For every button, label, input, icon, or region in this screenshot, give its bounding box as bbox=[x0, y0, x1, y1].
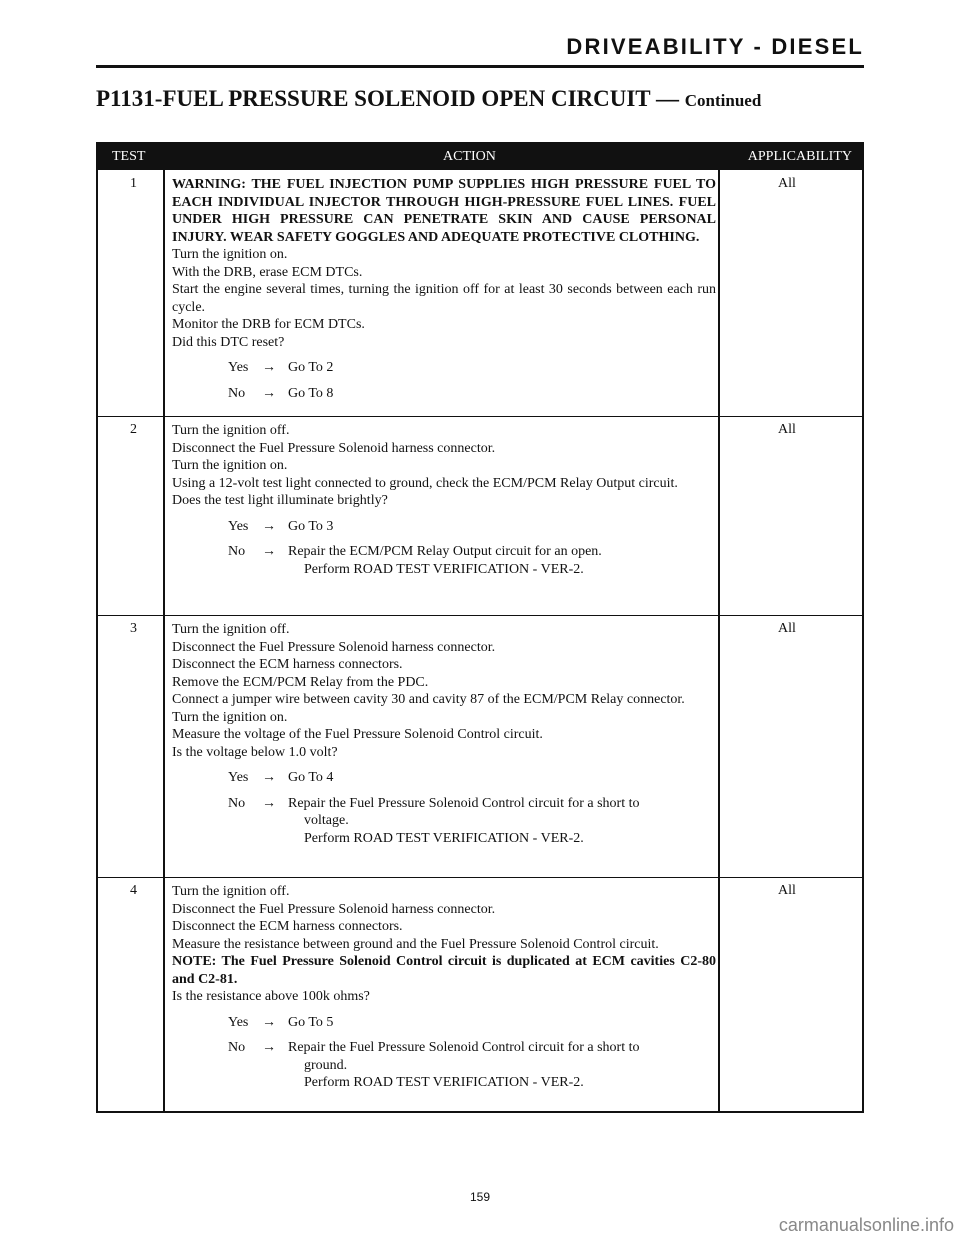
table-row-test-4 bbox=[98, 877, 862, 1113]
page-title-text: P1131-FUEL PRESSURE SOLENOID OPEN CIRCUIT — bbox=[96, 86, 679, 111]
no-label: No bbox=[228, 385, 246, 401]
step: Disconnect the Fuel Pressure Solenoid harness connector. bbox=[172, 440, 496, 456]
continued-label: Continued bbox=[684, 91, 762, 110]
no-option bbox=[172, 795, 716, 848]
no-label: No bbox=[228, 795, 246, 811]
yes-option bbox=[172, 1014, 716, 1032]
action-cell bbox=[172, 883, 716, 1092]
yes-option bbox=[172, 518, 716, 536]
no-result bbox=[288, 543, 716, 578]
step: Using a 12-volt test light connected to ground, check the ECM/PCM Relay Output circuit. bbox=[172, 475, 678, 491]
yes-result: Go To 5 bbox=[288, 1014, 334, 1030]
diagnostic-table bbox=[96, 142, 864, 1113]
yes-label: Yes bbox=[228, 1014, 249, 1030]
arrow-icon: → bbox=[262, 385, 276, 401]
step-question: Is the voltage below 1.0 volt? bbox=[172, 744, 338, 760]
step: Disconnect the Fuel Pressure Solenoid harness connector. bbox=[172, 901, 496, 917]
yes-result: Go To 3 bbox=[288, 518, 334, 534]
no-result-line: Repair the ECM/PCM Relay Output circuit for an open. bbox=[288, 544, 602, 559]
table-row-test-2 bbox=[98, 416, 862, 616]
action-cell bbox=[172, 422, 716, 578]
arrow-icon: → bbox=[262, 1014, 276, 1030]
applicability-value: All bbox=[778, 883, 796, 898]
warning-text: WARNING: THE FUEL INJECTION PUMP SUPPLIES HIGH PRESSURE FUEL TO EACH INDIVIDUAL INJECTOR THROUGH HIGH-PRESSURE FUEL LINES. FUEL UNDER HIGH PRESSURE CAN PENETRATE SKIN AND CAUSE PERSONAL INJURY. WEAR SAFETY GOGGLES AND ADEQUATE PROTECTIVE CLOTHING. bbox=[172, 177, 716, 245]
step: Measure the voltage of the Fuel Pressure Solenoid Control circuit. bbox=[172, 727, 543, 742]
step: Remove the ECM/PCM Relay from the PDC. bbox=[172, 674, 429, 690]
table-row-test-1 bbox=[98, 170, 862, 417]
applicability-value: All bbox=[778, 176, 796, 191]
no-result-line: Perform ROAD TEST VERIFICATION - VER-2. bbox=[304, 830, 584, 846]
arrow-icon: → bbox=[262, 518, 276, 534]
step: Turn the ignition off. bbox=[172, 884, 290, 899]
arrow-icon: → bbox=[262, 360, 276, 375]
step: Turn the ignition off. bbox=[172, 622, 290, 637]
page-number: 159 bbox=[469, 1190, 491, 1204]
yes-label: Yes bbox=[228, 360, 249, 375]
step: With the DRB, erase ECM DTCs. bbox=[172, 264, 363, 280]
section-header: DRIVEABILITY - DIESEL bbox=[566, 34, 864, 59]
action-cell bbox=[172, 176, 716, 402]
test-number: 4 bbox=[130, 883, 137, 898]
step: Turn the ignition on. bbox=[172, 709, 288, 725]
no-result-line: Repair the Fuel Pressure Solenoid Control circuit for a short to bbox=[288, 1040, 640, 1055]
page-title bbox=[96, 86, 761, 112]
step-question: Is the resistance above 100k ohms? bbox=[172, 989, 370, 1004]
yes-result: Go To 4 bbox=[288, 770, 334, 785]
no-option bbox=[172, 1039, 716, 1092]
step-question: Did this DTC reset? bbox=[172, 334, 285, 350]
step: Measure the resistance between ground and the Fuel Pressure Solenoid Control circuit. bbox=[172, 936, 659, 952]
arrow-icon: → bbox=[262, 795, 276, 811]
no-result-line: Perform ROAD TEST VERIFICATION - VER-2. bbox=[304, 561, 584, 577]
step: Disconnect the ECM harness connectors. bbox=[172, 919, 403, 934]
header-rule bbox=[96, 65, 864, 68]
yes-result: Go To 2 bbox=[288, 360, 334, 375]
test-number: 3 bbox=[130, 621, 137, 636]
no-result: Go To 8 bbox=[288, 385, 334, 401]
step: Disconnect the Fuel Pressure Solenoid harness connector. bbox=[172, 639, 496, 655]
no-result bbox=[288, 1039, 716, 1092]
no-option bbox=[172, 543, 716, 578]
table-header-row bbox=[98, 144, 862, 170]
column-header-applicability: APPLICABILITY bbox=[747, 149, 852, 164]
applicability-value: All bbox=[778, 422, 796, 437]
no-result-line: ground. bbox=[304, 1057, 348, 1073]
no-option bbox=[172, 385, 716, 403]
yes-option bbox=[172, 769, 716, 787]
note-text: NOTE: The Fuel Pressure Solenoid Control circuit is duplicated at ECM cavities C2-80 and C2-81. bbox=[172, 954, 716, 987]
yes-label: Yes bbox=[228, 518, 249, 534]
step-question: Does the test light illuminate brightly? bbox=[172, 493, 388, 508]
step: Disconnect the ECM harness connectors. bbox=[172, 657, 403, 672]
column-header-action: ACTION bbox=[443, 149, 496, 164]
no-result-line: voltage. bbox=[304, 813, 349, 828]
step: Connect a jumper wire between cavity 30 and cavity 87 of the ECM/PCM Relay connector. bbox=[172, 692, 685, 707]
step: Monitor the DRB for ECM DTCs. bbox=[172, 317, 365, 332]
arrow-icon: → bbox=[262, 544, 276, 559]
arrow-icon: → bbox=[262, 1040, 276, 1055]
step: Start the engine several times, turning the ignition off for at least 30 seconds between each run cycle. bbox=[172, 282, 716, 315]
step: Turn the ignition off. bbox=[172, 423, 290, 438]
test-number: 2 bbox=[130, 422, 137, 437]
no-result-line: Repair the Fuel Pressure Solenoid Control circuit for a short to bbox=[288, 795, 640, 811]
no-result bbox=[288, 795, 716, 848]
arrow-icon: → bbox=[262, 770, 276, 785]
applicability-value: All bbox=[778, 621, 796, 636]
watermark-link[interactable]: carmanualsonline.info bbox=[778, 1215, 954, 1235]
action-cell bbox=[172, 621, 716, 847]
table-row-test-3 bbox=[98, 615, 862, 878]
no-label: No bbox=[228, 1040, 246, 1055]
yes-option bbox=[172, 359, 716, 377]
no-result-line: Perform ROAD TEST VERIFICATION - VER-2. bbox=[304, 1075, 584, 1090]
yes-label: Yes bbox=[228, 770, 249, 785]
test-number: 1 bbox=[130, 176, 137, 191]
column-header-test: TEST bbox=[112, 149, 146, 164]
step: Turn the ignition on. bbox=[172, 458, 288, 473]
no-label: No bbox=[228, 544, 246, 559]
step: Turn the ignition on. bbox=[172, 247, 288, 262]
